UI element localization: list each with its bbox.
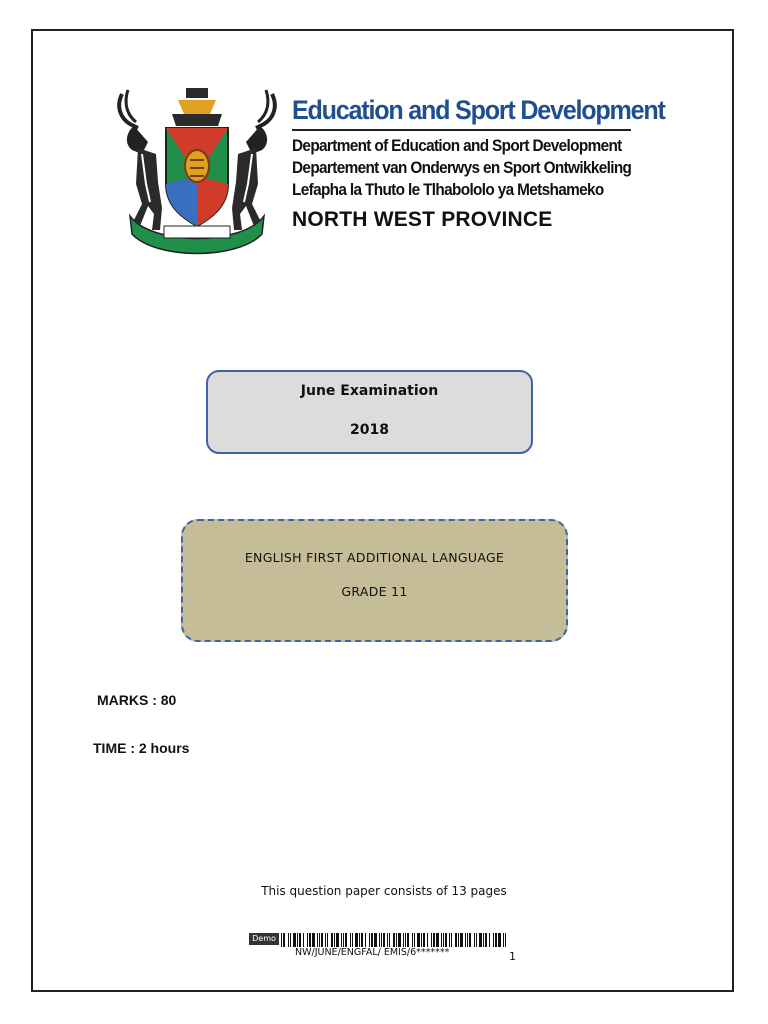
subject-box (181, 519, 568, 642)
barcode-stripe (319, 933, 320, 947)
barcode-stripe (436, 933, 439, 947)
barcode-stripe (281, 933, 282, 947)
barcode-stripe (334, 933, 335, 947)
barcode-stripe (427, 933, 428, 947)
barcode-stripe (449, 933, 450, 947)
department-title: Education and Sport Development (292, 95, 665, 125)
page-number: 1 (509, 950, 516, 963)
barcode-stripe (359, 933, 360, 947)
subject-name: ENGLISH FIRST ADDITIONAL LANGUAGE (244, 550, 505, 565)
barcode-stripe (479, 933, 482, 947)
barcode-stripe (474, 933, 475, 947)
barcode-stripe (299, 933, 301, 947)
barcode-stripe (303, 933, 304, 947)
marks-label: MARKS : 80 (97, 692, 177, 708)
barcode-stripe (336, 933, 339, 947)
barcode-stripe (498, 933, 501, 947)
exam-box (206, 370, 533, 454)
barcode-icon (249, 933, 509, 947)
barcode-stripe (389, 933, 390, 947)
exam-year: 2018 (350, 422, 389, 438)
barcode-stripe (414, 933, 415, 947)
barcode-stripe (352, 933, 353, 947)
barcode-stripe (288, 933, 289, 947)
department-line-english: Department of Education and Sport Development (292, 137, 622, 155)
demo-tag: Demo (249, 933, 279, 945)
barcode-stripe (460, 933, 463, 947)
barcode-stripe (441, 933, 442, 947)
barcode-stripe (417, 933, 420, 947)
barcode-stripe (451, 933, 452, 947)
barcode-stripe (309, 933, 311, 947)
grade-label: GRADE 11 (341, 584, 408, 599)
barcode-stripe (476, 933, 477, 947)
barcode-stripe (407, 933, 409, 947)
barcode-stripe (317, 933, 318, 947)
barcode-stripe (325, 933, 326, 947)
barcode-stripe (369, 933, 370, 947)
barcode-stripe (443, 933, 444, 947)
barcode-stripe (467, 933, 468, 947)
barcode-stripe (469, 933, 471, 947)
coat-of-arms-icon (112, 84, 282, 256)
barcode-stripe (493, 933, 494, 947)
barcode-stripe (433, 933, 435, 947)
barcode-stripe (483, 933, 484, 947)
barcode-stripe (381, 933, 382, 947)
barcode-stripe (345, 933, 347, 947)
barcode-stripe (489, 933, 490, 947)
barcode-stripe (374, 933, 377, 947)
barcode-stripe (371, 933, 373, 947)
exam-title: June Examination (300, 383, 439, 399)
exam-code: NW/JUNE/ENGFAL/ EMIS/6******* (295, 947, 450, 958)
barcode-stripe (495, 933, 497, 947)
barcode-stripe (290, 933, 291, 947)
barcode-stripe (403, 933, 404, 947)
barcode-stripe (293, 933, 296, 947)
barcode-stripe (331, 933, 333, 947)
barcode-stripe (485, 933, 487, 947)
header-rule (292, 129, 631, 131)
department-header (292, 94, 665, 232)
barcode-stripe (503, 933, 504, 947)
barcode-stripe (387, 933, 388, 947)
barcode-stripe (350, 933, 351, 947)
barcode-stripe (412, 933, 413, 947)
province-name: NORTH WEST PROVINCE (292, 208, 553, 231)
department-line-afrikaans: Departement van Onderwys en Sport Ontwikkeling (292, 159, 632, 177)
barcode-stripe (396, 933, 397, 947)
barcode-stripe (355, 933, 358, 947)
barcode-stripe (421, 933, 422, 947)
barcode-stripe (505, 933, 506, 947)
barcode-stripe (283, 933, 285, 947)
barcode-stripe (423, 933, 425, 947)
barcode-stripe (465, 933, 466, 947)
barcode-stripe (458, 933, 459, 947)
barcode-stripe (321, 933, 323, 947)
barcode-stripe (297, 933, 298, 947)
barcode-stripe (365, 933, 366, 947)
barcode-stripe (455, 933, 457, 947)
barcode-stripe (312, 933, 315, 947)
department-line-setswana: Lefapha la Thuto le Tlhabololo ya Metshameko (292, 181, 604, 199)
pages-note: This question paper consists of 13 pages (261, 884, 507, 898)
barcode-stripe (361, 933, 363, 947)
barcode-stripe (307, 933, 308, 947)
barcode-stripe (393, 933, 395, 947)
barcode-stripe (341, 933, 342, 947)
time-label: TIME : 2 hours (93, 740, 190, 756)
barcode-stripe (383, 933, 385, 947)
barcode-stripe (431, 933, 432, 947)
barcode-stripe (379, 933, 380, 947)
barcode-stripe (445, 933, 447, 947)
barcode-stripe (327, 933, 328, 947)
barcode-stripe (398, 933, 401, 947)
barcode-stripe (405, 933, 406, 947)
barcode-stripe (343, 933, 344, 947)
